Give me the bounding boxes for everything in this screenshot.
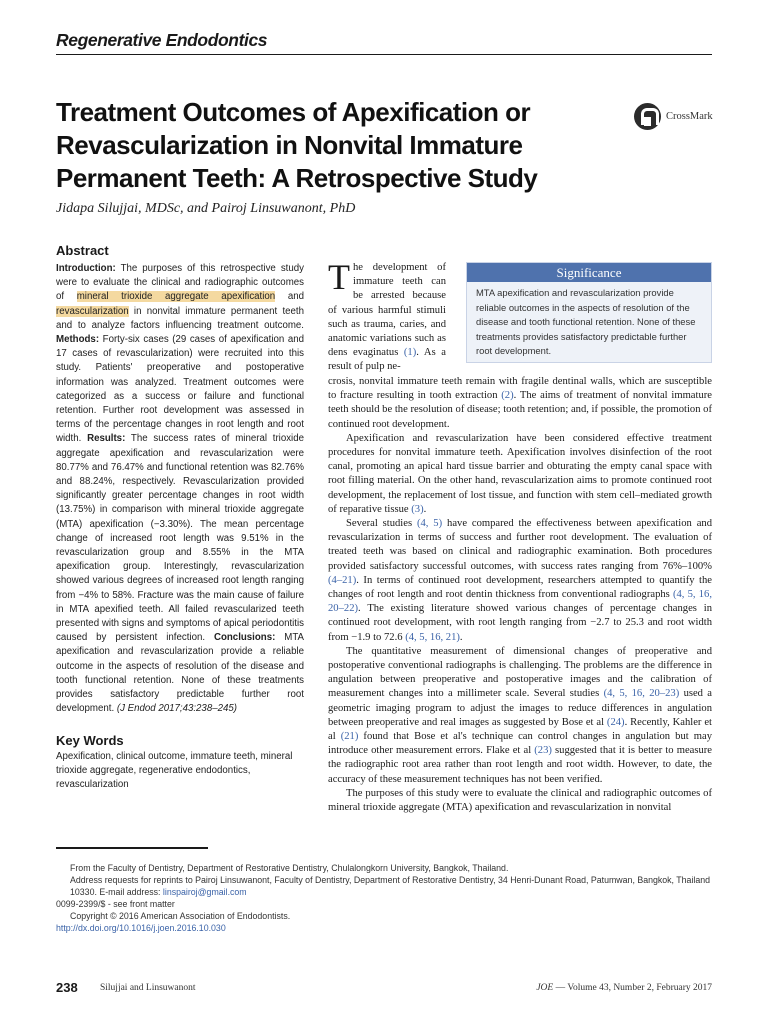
- reprint-text: Address requests for reprints to Pairoj Linsuwanont, Faculty of Dentistry, Department of Restorative Dentistry, 34 Henri-Dunant Road, Patumwan, Bangkok, Thailand 10330. E-mail address:: [70, 875, 711, 898]
- reference-link[interactable]: (4, 5): [416, 518, 443, 530]
- results-label: Results:: [87, 433, 126, 445]
- body-text: . The existing literature showed various changes of percentage changes in continued root development, with root length ranging from −2.7 to 25.3 and root width from −1.9 to 72.6: [328, 603, 712, 643]
- author-email-link[interactable]: linspairoj@gmail.com: [162, 887, 247, 898]
- body-text: The quantitative measurement of dimensional changes of preoperative and postoperative conventional radiographs is challenging. The problems are the difference in angulation between preoperative and postoperative images and the calibration of measurement changes into a millimeter scale. Several studies: [328, 645, 712, 700]
- body-text: .: [423, 503, 427, 515]
- methods-text: Forty-six cases (29 cases of apexification and 17 cases of revascularization) were recruited into this study. Patients' preoperative and postoperative information was analyzed. Treatment outcomes were categorized as a success or failure and functional retention. Further root development was assessed in terms of the percentage changes in root length and root width.: [56, 334, 304, 445]
- highlight-mta-apexification: mineral trioxide aggregate apexification: [76, 291, 276, 303]
- crossmark-badge[interactable]: [634, 102, 724, 130]
- conclusions-label: Conclusions:: [213, 632, 276, 644]
- reference-link[interactable]: (3): [411, 503, 424, 515]
- footnote-divider: [56, 847, 208, 849]
- body-text: used a geometric imaging program to adjust the images to reduce differences in angulation between preoperative and real images as suggested by Bose et al: [328, 688, 713, 728]
- body-paragraph: [328, 645, 712, 787]
- intro-text-end: in nonvital immature permanent teeth and to analyze factors influencing treatment outcome.: [56, 305, 304, 331]
- reference-link[interactable]: (4–21): [328, 574, 357, 586]
- intro-paragraph-narrow: [328, 257, 446, 375]
- body-text: have compared the effectiveness between apexification and revascularization in terms of success and further root development. The evaluation of treated teeth was based on clinical and radiographic examination. Both procedures provided satisfactory successful outcomes, with success rates ranging from 76%–100%: [328, 518, 712, 572]
- intro-conjunction: and: [275, 291, 304, 303]
- reference-link[interactable]: (2): [501, 390, 514, 402]
- journal-citation: (J Endod 2017;43:238–245): [114, 703, 237, 715]
- journal-name: JOE: [536, 983, 554, 993]
- highlight-revascularization: revascularization: [56, 305, 129, 317]
- reference-link[interactable]: (1): [403, 347, 417, 359]
- body-text: . As a result of pulp ne-: [328, 347, 446, 373]
- body-paragraph: [328, 517, 712, 645]
- significance-heading: Significance: [467, 263, 711, 282]
- methods-label: Methods:: [56, 334, 100, 346]
- body-text: .: [459, 631, 463, 643]
- body-paragraph: [328, 375, 712, 432]
- significance-box: [466, 262, 712, 363]
- footnotes: [56, 862, 712, 935]
- copyright-note: Copyright © 2016 American Association of Endodontists.: [70, 911, 291, 922]
- reference-link[interactable]: (4, 5, 16, 21): [405, 631, 460, 643]
- reprint-note: [56, 874, 712, 898]
- journal-issue: [536, 983, 712, 993]
- issn-note: 0099-2399/$ - see front matter: [56, 899, 175, 910]
- doi-link[interactable]: http://dx.doi.org/10.1016/j.joen.2016.10.030: [56, 923, 226, 934]
- reference-link[interactable]: (21): [340, 731, 359, 743]
- body-column: [328, 375, 712, 815]
- results-text: The success rates of mineral trioxide aggregate apexification and revascularization were 80.77% and 76.47% and functional retention was 82.76% and 88.24%, respectively. Revascularization provided significantly greater percentage changes in root width (13.75%) in comparison with mineral trioxide aggregate (MTA) apexification (−3.30%). The mean percentage change of increased root length was 9.51% in the revascularization group and 8.55% in the MTA apexification group. Interestingly, revascularization showed various degrees of increased root length ranging from −4% to 58%. Fracture was the main cause of failure in MTA apexified teeth. All failed revascularized teeth presented with signs and symptoms of apical periodontitis caused by persistent infection.: [56, 433, 304, 644]
- body-text: . Recently, Kahler et al: [328, 716, 712, 743]
- body-text: Several studies: [346, 518, 417, 530]
- significance-text: MTA apexification and revascularization provide reliable outcomes in the aspects of resolution of the disease and tooth functional retention. None of these treatments provides satisfactory predictable further root development.: [476, 287, 696, 357]
- body-text: . The aims of treatment of nonvital immature teeth should be the resolution of disease; tooth retention; and, if possible, the promotion of continued root development.: [328, 390, 712, 430]
- page-number: 238: [56, 980, 78, 995]
- reference-link[interactable]: (4, 5, 16, 20–23): [603, 688, 680, 700]
- body-text: Apexification and revascularization have been considered effective treatment procedures for nonvital immature teeth. Apexification involves disinfection of the root canal, promoting an apical hard tissue barrier and obturating the empty canal space with root filling material. On the other hand, revascularization aims to promote continued root development, the replacement of lost tissue, and function with stem cell–mediated growth of reparative tissue: [328, 432, 712, 515]
- body-text: he development of immature teeth can be arrested because of various harmful stimuli such as trauma, caries, and anatomic variations such as dens evaginatus: [328, 262, 446, 359]
- abstract-heading: Abstract: [56, 243, 109, 258]
- reference-link[interactable]: (23): [534, 745, 552, 757]
- crossmark-icon: [634, 103, 661, 130]
- intro-text: The purposes of this retrospective study were to evaluate the clinical and radiographic outcomes of: [56, 263, 304, 303]
- abstract-text: [56, 262, 304, 717]
- body-text: suggested that it is better to measure the radiographic root area rather than root length and root width. However, to date, the accuracy of these measurement techniques has not been verified.: [328, 745, 712, 785]
- reference-link[interactable]: (4, 5, 16, 20–22): [328, 589, 712, 615]
- crossmark-label: CrossMark: [666, 110, 713, 122]
- body-paragraph: The purposes of this study were to evaluate the clinical and radiographic outcomes of mineral trioxide aggregate (MTA) apexification and revascularization in nonvital: [328, 787, 712, 814]
- conclusions-text: MTA apexification and revascularization provide a reliable outcome in the aspects of resolution of the disease and tooth functional retention. None of these treatments provides satisfactory predictable further root development.: [56, 632, 304, 715]
- body-text: crosis, nonvital immature teeth remain with fragile dentinal walls, which are susceptible to fracture resulting in tooth extraction: [328, 376, 712, 402]
- section-label: Regenerative Endodontics: [56, 30, 268, 50]
- affiliation-note: From the Faculty of Dentistry, Department of Restorative Dentistry, Chulalongkorn University, Bangkok, Thailand.: [70, 863, 509, 873]
- section-divider: [56, 54, 712, 55]
- intro-label: Introduction:: [56, 263, 116, 274]
- article-authors: Jidapa Silujjai, MDSc, and Pairoj Linsuwanont, PhD: [56, 201, 356, 216]
- article-title: Treatment Outcomes of Apexification or Revascularization in Nonvital Immature Permanent Teeth: A Retrospective Study: [56, 97, 538, 193]
- body-text: . In terms of continued root development, researchers attempted to quantify the changes of root length and root dentin thickness from conventional radiographs: [328, 574, 712, 601]
- body-text: found that Bose et al's technique can control changes in angulation but may introduce other measurement errors. Flake et al: [328, 731, 712, 757]
- issue-text: — Volume 43, Number 2, February 2017: [553, 983, 712, 993]
- body-paragraph: [328, 432, 712, 517]
- running-authors: Silujjai and Linsuwanont: [100, 983, 196, 993]
- keywords-text: Apexification, clinical outcome, immature teeth, mineral trioxide aggregate, regenerative endodontics, revascularization: [56, 751, 293, 791]
- drop-cap: T: [328, 257, 350, 297]
- keywords-heading: Key Words: [56, 733, 124, 748]
- reference-link[interactable]: (24): [606, 716, 625, 728]
